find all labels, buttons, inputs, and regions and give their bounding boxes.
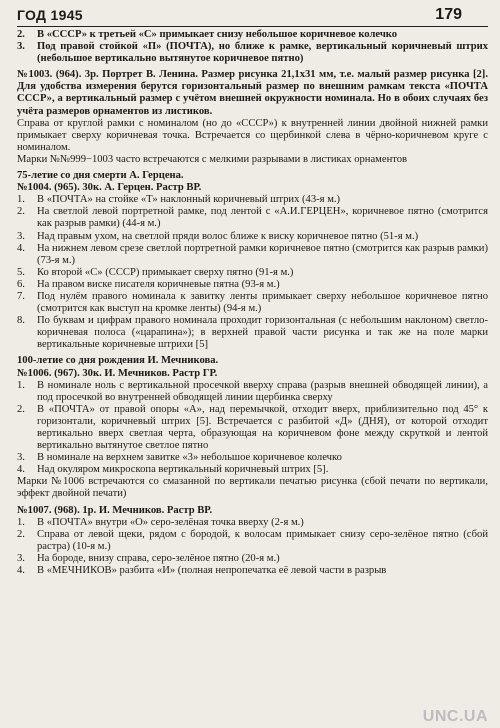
list-item: 3. На бороде, внизу справа, серо-зелёное пятно (20-я м.)	[17, 552, 280, 564]
page-header	[17, 4, 488, 27]
list-item: 2. В «СССР» к третьей «С» примыкает снизу небольшое коричневое колечко	[17, 29, 398, 40]
list-item: 3. Под правой стойкой «П» (ПОЧТА), но ближе к рамке, вертикальный коричневый штрих (небольшое вертикально вытянутое коричневое пятно)	[17, 41, 488, 65]
entry-1006	[17, 355, 488, 500]
list-item: 1. В «ПОЧТА» на стойке «Т» наклонный коричневый штрих (43-я м.)	[17, 194, 341, 206]
page-number: 179	[435, 6, 462, 23]
entry-1003	[17, 69, 488, 166]
page	[0, 4, 500, 728]
section-title: 100-летие со дня рождения И. Мечникова.	[17, 355, 219, 367]
list-item: 1. В номинале ноль с вертикальной просечкой вверху справа (разрыв внешней обводящей линии), а под просечкой во внутренней обводящей линии щербинка сверху	[17, 379, 488, 403]
list-item: 3. В номинале на верхнем завитке «3» небольшое коричневое колечко	[17, 452, 342, 464]
watermark: UNC.UA	[422, 708, 488, 725]
list-item: 4. В «МЕЧНИКОВ» разбита «И» (полная непропечатка её левой части в разрыв	[17, 565, 387, 577]
entry-1004	[17, 170, 488, 351]
continued-list	[17, 29, 488, 65]
list-item: 4. На нижнем левом срезе светлой портретной рамки коричневое пятно (смотрится как разрыв рамки) (73-я м.)	[17, 242, 488, 266]
list-item: 6. На правом виске писателя коричневые пятна (93-я м.)	[17, 278, 280, 290]
list-item: 4. Над окуляром микроскопа вертикальный коричневый штрих [5].	[17, 464, 329, 476]
list-item: 2. В «ПОЧТА» от правой опоры «А», над перемычкой, отходит вверх, приблизительно под 45° к горизонтали, коричневый штрих [5]. Встречается с разбитой «Д» (ДНЯ), от которой отходит вертикально вверх светлая черта, образующая на коричневом фоне между скруткой и лентой вертикально вытянутое светлое пятно	[17, 403, 488, 452]
list-item: 3. Над правым ухом, на светлой пряди волос ближе к виску коричневое пятно (51-я м.)	[17, 230, 419, 242]
list-item: 2. Справа от левой щеки, рядом с бородой, к волосам примыкает снизу серо-зелёное пятно (сбой растра) (10-я м.)	[17, 528, 488, 552]
list-item: 8. По буквам и цифрам правого номинала проходит горизонтальная (с небольшим наклоном) светло-коричневая полоса («царапина»); в верхней правой части рисунка и так же на поле марки вертикальные коричневые штрихи [5]	[17, 315, 488, 351]
entry-heading: №1003. (964). 3р. Портрет В. Ленина. Размер рисунка 21,1х31 мм, т.е. малый размер рисунка [2]. Для удобства измерения берутся горизонтальный размер по внешним рамкам текста «ПОЧТА СССР», а вертикальный размер с учётом внешней окружности номинала. Но в обоих случаях без учёта размеров орнаментов из листиков.	[17, 69, 488, 117]
page-content	[17, 29, 488, 577]
list-item: 1. В «ПОЧТА» внутри «О» серо-зелёная точка вверху (2-я м.)	[17, 516, 304, 528]
entry-1007	[17, 505, 488, 578]
running-title: ГОД 1945	[17, 7, 83, 23]
paragraph: Марки №№999−1003 часто встречаются с мелкими разрывами в листиках орнаментов	[17, 153, 408, 165]
entry-heading: №1004. (965). 30к. А. Герцен. Растр ВР.	[17, 182, 202, 194]
paragraph: Марки №1006 встречаются со смазанной по вертикали печатью рисунка (сбой печати по вертикали, эффект двойной печати)	[17, 476, 488, 500]
section-title: 75-летие со дня смерти А. Герцена.	[17, 170, 184, 182]
list-item: 7. Под нулём правого номинала к завитку ленты примыкает сверху небольшое коричневое пятно (смотрится как выступ на кромке ленты) (94-я м.)	[17, 290, 488, 315]
entry-heading: №1006. (967). 30к. И. Мечников. Растр ГР.	[17, 367, 218, 379]
paragraph: Справа от круглой рамки с номиналом (но до «СССР») к внутренней линии двойной нижней рамки примыкает сверху коричневая точка. Встречается со щербинкой слева в чёрно-коричневом круге с номиналом.	[17, 117, 488, 153]
list-item: 2. На светлой левой портретной рамке, под лентой с «А.И.ГЕРЦЕН», коричневое пятно (смотрится как разрыв рамки) (44-я м.)	[17, 206, 488, 230]
entry-heading: №1007. (968). 1р. И. Мечников. Растр ВР.	[17, 504, 213, 516]
list-item: 5. Ко второй «С» (СССР) примыкает сверху пятно (91-я м.)	[17, 266, 294, 278]
